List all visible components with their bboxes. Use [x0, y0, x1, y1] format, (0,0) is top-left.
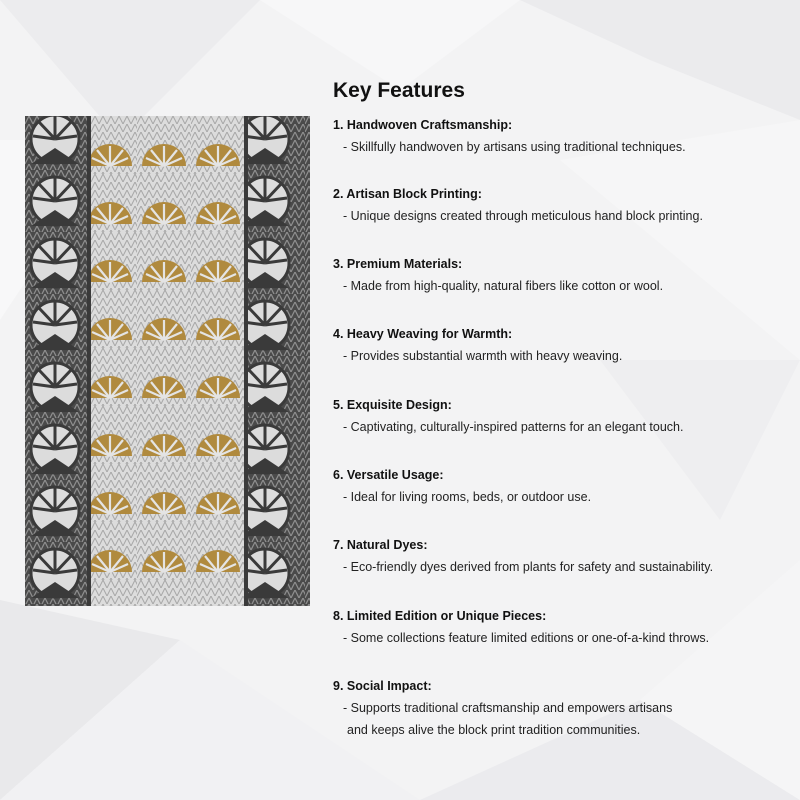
feature-item	[333, 114, 686, 158]
feature-description: and keeps alive the block print tradition communities.	[347, 723, 641, 737]
key-features-panel	[333, 76, 788, 737]
feature-description: - Ideal for living rooms, beds, or outdoor use.	[343, 490, 592, 504]
feature-description: - Supports traditional craftsmanship and empowers artisans	[343, 701, 673, 715]
feature-description: - Provides substantial warmth with heavy weaving.	[343, 349, 623, 363]
feature-title: 6. Versatile Usage:	[333, 468, 444, 482]
feature-item	[333, 323, 622, 367]
key-features-heading: Key Features	[333, 79, 465, 102]
feature-title: 9. Social Impact:	[333, 679, 432, 693]
feature-description: - Captivating, culturally-inspired patterns for an elegant touch.	[343, 420, 684, 434]
feature-description: - Some collections feature limited editions or one-of-a-kind throws.	[343, 631, 710, 645]
feature-description: - Made from high-quality, natural fibers like cotton or wool.	[343, 279, 664, 293]
feature-item	[333, 605, 709, 649]
feature-description: - Eco-friendly dyes derived from plants for safety and sustainability.	[343, 560, 714, 574]
feature-item	[333, 464, 591, 508]
feature-title: 2. Artisan Block Printing:	[333, 187, 482, 201]
feature-title: 8. Limited Edition or Unique Pieces:	[333, 609, 547, 623]
feature-description: - Skillfully handwoven by artisans using traditional techniques.	[343, 140, 686, 154]
feature-item	[333, 394, 683, 438]
feature-title: 3. Premium Materials:	[333, 257, 463, 271]
feature-title: 7. Natural Dyes:	[333, 538, 428, 552]
feature-description: - Unique designs created through meticulous hand block printing.	[343, 209, 703, 223]
feature-title: 5. Exquisite Design:	[333, 398, 452, 412]
feature-item	[333, 534, 713, 578]
feature-title: 4. Heavy Weaving for Warmth:	[333, 327, 513, 341]
feature-title: 1. Handwoven Craftsmanship:	[333, 118, 513, 132]
handwoven-throw-image	[25, 116, 310, 606]
feature-item	[333, 253, 663, 297]
feature-item	[333, 183, 703, 227]
feature-item	[333, 675, 672, 741]
